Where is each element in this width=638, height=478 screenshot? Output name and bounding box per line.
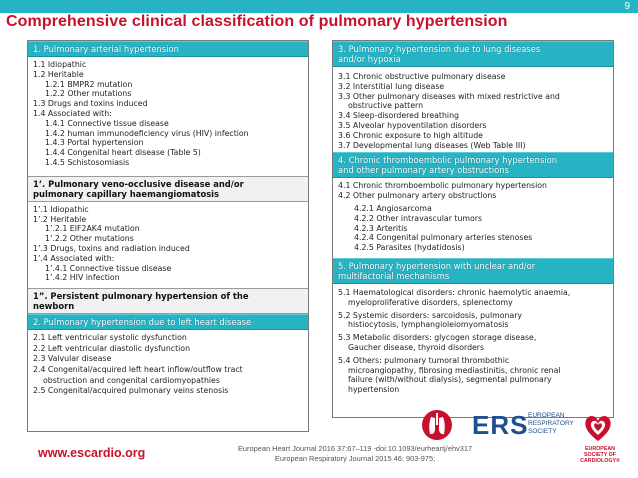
esc-name-line: CARDIOLOGY® bbox=[580, 458, 620, 464]
header-line: 1”. Persistent pulmonary hypertension of the bbox=[33, 291, 249, 302]
ers-lungs-logo-icon bbox=[420, 408, 466, 442]
section-1 bbox=[28, 41, 308, 176]
list-item: 1.4.4 Congenital heart disease (Table 5) bbox=[45, 148, 201, 158]
section-2 bbox=[28, 314, 308, 399]
section-3-body bbox=[333, 67, 613, 152]
list-item: 2.3 Valvular disease bbox=[33, 354, 112, 364]
section-4-body bbox=[333, 178, 613, 258]
esc-name-line: SOCIETY OF bbox=[584, 452, 616, 458]
ers-society-name bbox=[528, 412, 574, 436]
list-item: 5.3 Metabolic disorders: glycogen storage disease, bbox=[338, 333, 537, 343]
top-accent-bar bbox=[0, 0, 638, 13]
list-item: 1’.4.1 Connective tissue disease bbox=[45, 263, 172, 273]
list-item: 1.2.1 BMPR2 mutation bbox=[45, 79, 133, 89]
list-item: 4.2.5 Parasites (hydatidosis) bbox=[354, 243, 465, 253]
header-line: and other pulmonary artery obstructions bbox=[338, 165, 510, 176]
list-item: 4.2.4 Congenital pulmonary arteries stenoses bbox=[354, 233, 533, 243]
ers-name-line: EUROPEAN bbox=[528, 412, 565, 419]
list-item: 1’.2 Heritable bbox=[33, 214, 87, 224]
list-item: 2.2 Left ventricular diastolic dysfunction bbox=[33, 343, 191, 353]
section-1-body bbox=[28, 57, 308, 176]
list-item: 3.5 Alveolar hypoventilation disorders bbox=[338, 120, 487, 130]
section-1-prime bbox=[28, 176, 308, 288]
header-line: pulmonary capillary haemangiomatosis bbox=[33, 188, 220, 199]
list-item: 4.2.2 Other intravascular tumors bbox=[354, 213, 483, 223]
reference-citation bbox=[238, 444, 472, 464]
section-2-header: 2. Pulmonary hypertension due to left heart disease bbox=[28, 314, 308, 330]
list-item: obstructive pattern bbox=[348, 101, 424, 111]
list-item: microangiopathy, fibrosing mediastinitis, chronic renal bbox=[348, 365, 561, 375]
list-item: Gaucher disease, thyroid disorders bbox=[348, 342, 485, 352]
list-item: 1’.3 Drugs, toxins and radiation induced bbox=[33, 243, 190, 253]
header-line: 3. Pulmonary hypertension due to lung diseases bbox=[338, 44, 541, 54]
list-item: 1.4.1 Connective tissue disease bbox=[45, 118, 169, 128]
list-item: 5.4 Others: pulmonary tumoral thrombothic bbox=[338, 355, 510, 365]
header-line: 4. Chronic thromboembolic pulmonary hypertension bbox=[338, 155, 558, 166]
list-item: 5.1 Haematological disorders: chronic haemolytic anaemia, bbox=[338, 287, 571, 297]
list-item: 1.4.5 Schistosomiasis bbox=[45, 157, 130, 167]
escardio-link[interactable]: www.escardio.org bbox=[38, 446, 146, 460]
list-item: 4.1 Chronic thromboembolic pulmonary hypertension bbox=[338, 181, 547, 191]
list-item: 1.3 Drugs and toxins induced bbox=[33, 99, 148, 109]
right-column bbox=[332, 40, 614, 418]
esc-heart-logo-icon bbox=[582, 412, 614, 444]
list-item: 3.2 Interstitial lung disease bbox=[338, 81, 445, 91]
section-1-prime-body bbox=[28, 202, 308, 288]
header-line: 5. Pulmonary hypertension with unclear and/or bbox=[338, 260, 536, 271]
list-item: 4.2.1 Angiosarcoma bbox=[354, 203, 432, 213]
esc-name-line: EUROPEAN bbox=[584, 446, 616, 452]
list-item: 2.5 Congenital/acquired pulmonary veins stenosis bbox=[33, 386, 229, 396]
section-4-header bbox=[333, 152, 613, 178]
section-2-body bbox=[28, 330, 308, 399]
section-1-double-prime-header bbox=[28, 288, 308, 314]
list-item: 4.2.3 Arteritis bbox=[354, 223, 408, 233]
ers-wordmark: ERS bbox=[472, 410, 529, 440]
section-4 bbox=[333, 152, 613, 258]
ers-name-line: RESPIRATORY bbox=[528, 420, 574, 427]
list-item: 5.2 Systemic disorders: sarcoidosis, pulmonary bbox=[338, 310, 523, 320]
list-item: 1’.2.2 Other mutations bbox=[45, 234, 134, 244]
section-1-header: 1. Pulmonary arterial hypertension bbox=[28, 41, 308, 57]
section-3-header bbox=[333, 41, 613, 67]
list-item: 1’.4.2 HIV infection bbox=[45, 273, 120, 283]
list-item: 3.1 Chronic obstructive pulmonary disease bbox=[338, 72, 506, 81]
list-item: 2.1 Left ventricular systolic dysfunction bbox=[33, 333, 187, 343]
header-line: and/or hypoxia bbox=[338, 54, 401, 64]
reference-line: European Heart Journal 2016 37:67–119 -doi:10.1093/eurheartj/ehv317 bbox=[238, 444, 473, 453]
list-item: 3.3 Other pulmonary diseases with mixed restrictive and bbox=[338, 91, 560, 101]
list-item: 3.7 Developmental lung diseases (Web Table III) bbox=[338, 140, 526, 150]
list-item: 1.2 Heritable bbox=[33, 69, 84, 79]
section-1-double-prime bbox=[28, 288, 308, 314]
section-5 bbox=[333, 258, 613, 397]
esc-society-name bbox=[565, 446, 635, 464]
list-item: hypertension bbox=[348, 385, 400, 395]
list-item: 3.6 Chronic exposure to high altitude bbox=[338, 130, 483, 140]
list-item: 2.4 Congenital/acquired left heart inflow/outflow tract bbox=[33, 364, 243, 374]
page-number: 9 bbox=[624, 1, 630, 12]
ers-name-line: SOCIETY bbox=[528, 428, 557, 435]
left-column bbox=[27, 40, 309, 432]
list-item: myeloproliferative disorders, splenectomy bbox=[348, 297, 513, 307]
header-line: multifactorial mechanisms bbox=[338, 270, 450, 281]
list-item: 1.4 Associated with: bbox=[33, 108, 112, 118]
list-item: 1’.2.1 EIF2AK4 mutation bbox=[45, 224, 140, 234]
list-item: 3.4 Sleep-disordered breathing bbox=[338, 111, 459, 121]
list-item: 1’.1 Idiopathic bbox=[33, 204, 89, 214]
list-item: histiocytosis, lymphangioleiomyomatosis bbox=[348, 320, 509, 330]
list-item: 1.2.2 Other mutations bbox=[45, 89, 132, 99]
section-1-prime-header bbox=[28, 176, 308, 202]
list-item: failure (with/without dialysis), segmental pulmonary bbox=[348, 375, 552, 385]
list-item: 1.4.2 human immunodeficiency virus (HIV) infection bbox=[45, 128, 249, 138]
header-line: newborn bbox=[33, 301, 75, 312]
section-5-body bbox=[333, 284, 613, 397]
section-3 bbox=[333, 41, 613, 152]
list-item: obstruction and congenital cardiomyopathies bbox=[43, 375, 220, 385]
list-item: 4.2 Other pulmonary artery obstructions bbox=[338, 191, 497, 201]
slide-title: Comprehensive clinical classification of pulmonary hypertension bbox=[6, 13, 508, 30]
list-item: 1.4.3 Portal hypertension bbox=[45, 138, 144, 148]
list-item: 1.1 Idiopathic bbox=[33, 60, 87, 69]
section-5-header bbox=[333, 258, 613, 284]
header-line: 1’. Pulmonary veno-occlusive disease and/or bbox=[33, 178, 244, 189]
reference-line: European Respiratory Journal 2015 46: 903-975; bbox=[274, 454, 436, 463]
list-item: 1’.4 Associated with: bbox=[33, 253, 115, 263]
